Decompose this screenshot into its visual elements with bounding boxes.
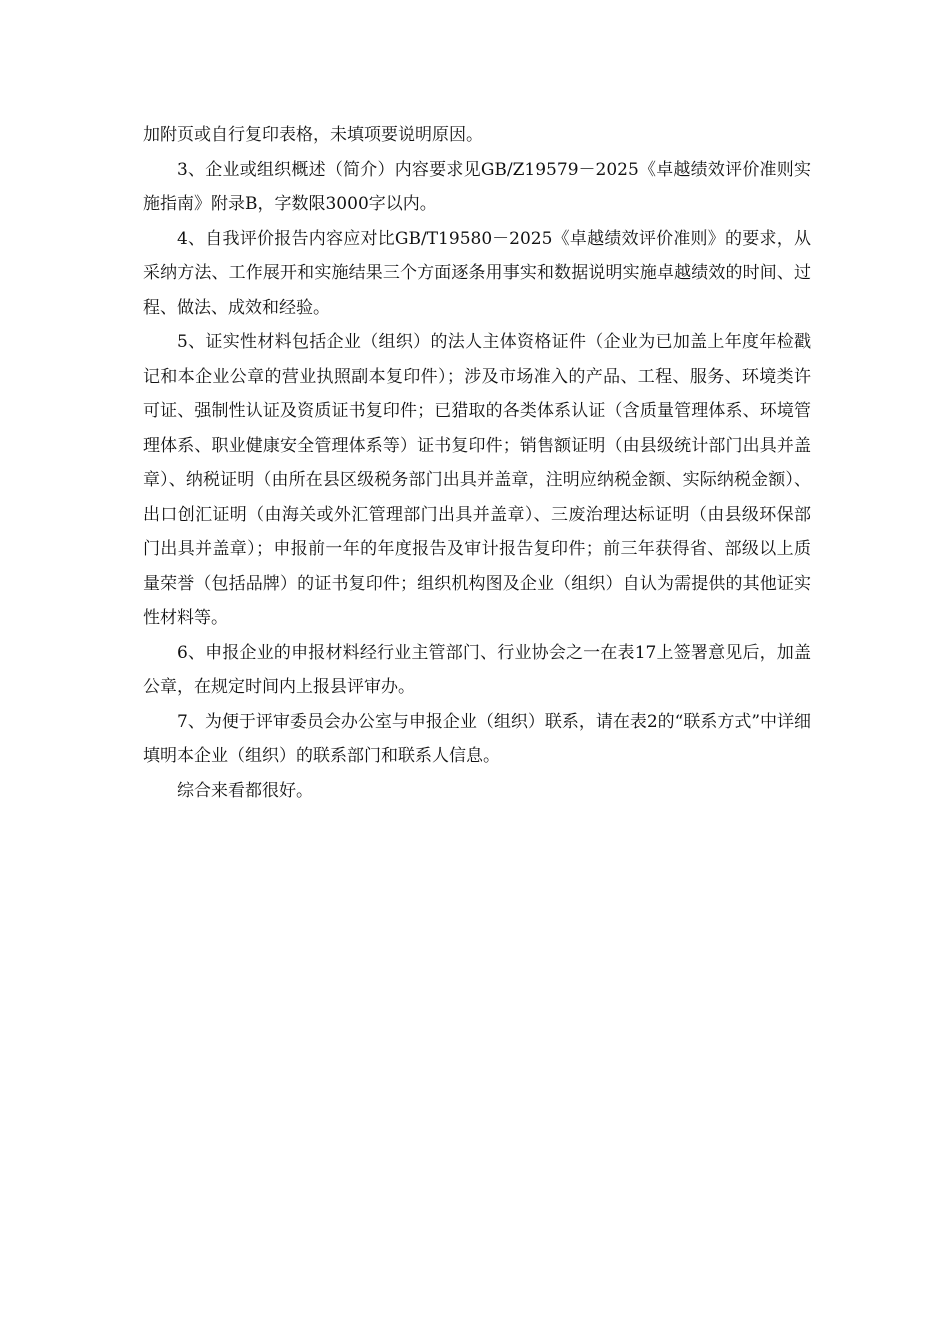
paragraph-item-3: 3、企业或组织概述（简介）内容要求见GB/Z19579－2025《卓越绩效评价准则实施指南》附录B，字数限3000字以内。: [143, 159, 811, 214]
paragraph-item-6: 6、申报企业的申报材料经行业主管部门、行业协会之一在表17上签署意见后，加盖公章，在规定时间内上报县评审办。: [143, 642, 811, 697]
document-body: [143, 118, 811, 808]
paragraph-continuation: 加附页或自行复印表格，未填项要说明原因。: [143, 125, 483, 145]
paragraph-item-7: 7、为便于评审委员会办公室与申报企业（组织）联系，请在表2的“联系方式”中详细填明本企业（组织）的联系部门和联系人信息。: [143, 711, 812, 766]
paragraph-item-4: 4、自我评价报告内容应对比GB/T19580－2025《卓越绩效评价准则》的要求，从采纳方法、工作展开和实施结果三个方面逐条用事实和数据说明实施卓越绩效的时间、过程、做法、成效和经验。: [143, 228, 811, 318]
paragraph-item-5: 5、证实性材料包括企业（组织）的法人主体资格证件（企业为已加盖上年度年检戳记和本企业公章的营业执照副本复印件）；涉及市场准入的产品、工程、服务、环境类许可证、强制性认证及资质证书复印件；已猎取的各类体系认证（含质量管理体系、环境管理体系、职业健康安全管理体系等）证书复印件；销售额证明（由县级统计部门出具并盖章）、纳税证明（由所在县区级税务部门出具并盖章，注明应纳税金额、实际纳税金额）、出口创汇证明（由海关或外汇管理部门出具并盖章）、三废治理达标证明（由县级环保部门出具并盖章）；申报前一年的年度报告及审计报告复印件；前三年获得省、部级以上质量荣誉（包括品牌）的证书复印件；组织机构图及企业（组织）自认为需提供的其他证实性材料等。: [143, 332, 811, 628]
paragraph-summary: 综合来看都很好。: [177, 780, 313, 801]
